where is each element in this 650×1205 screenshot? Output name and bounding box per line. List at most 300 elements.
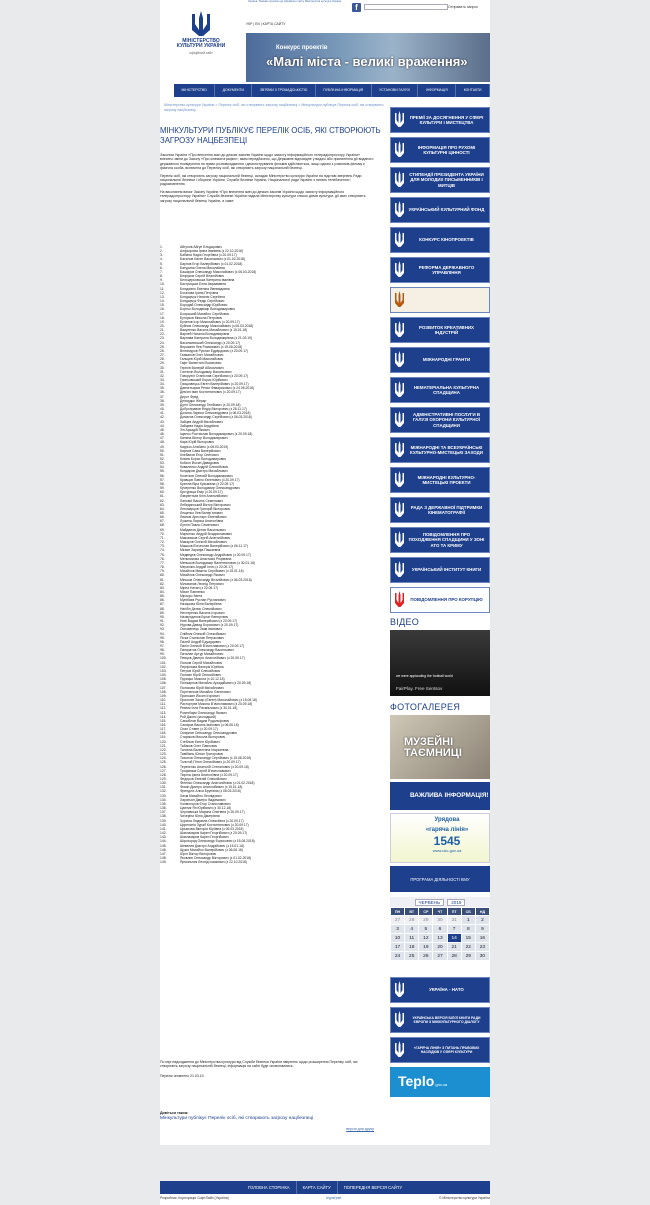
list-item: 78. Мерзлікін Андрій Ілліч (з 20.09.17): [160, 565, 234, 570]
sidebar-button[interactable]: [390, 1037, 490, 1063]
weekday-label: ЧТ: [433, 908, 446, 915]
sidebar-button[interactable]: [390, 407, 490, 433]
gallery-heading: ФОТОГАЛЕРЕЯ: [390, 702, 461, 712]
list-item: 57. Кравцов Павло Євгенович (з 20.09.17): [160, 477, 240, 482]
calendar-day[interactable]: 27: [433, 952, 446, 960]
sidebar: [390, 107, 490, 1097]
list-item: 122. Талізіна Валентина Іларіонівна: [160, 747, 229, 752]
list-item: 38. Депардьє Жерар: [160, 398, 207, 403]
list-item: 72. Макаров Олексій Михайлович: [160, 540, 227, 545]
top-strip: Україна. Ласкаво просимо до офіційного сайту Міністерства культури України: [160, 0, 490, 3]
article-paragraph: На виконання вимог Закону України «Про внесення змін до деяких законів України щодо захисту інформаційного телерадіопростору України» Служба безпеки України надала Міністерству культури список діячів культури, дії яких створюють загрозу національній безпеці України, а саме:: [160, 189, 366, 203]
list-item: 82. Мілованов Леонід Петрович: [160, 581, 224, 586]
hotline-text: «гаряча лінія»: [425, 826, 469, 833]
list-item: 6. Батурина Олена Миколаївна: [160, 265, 225, 270]
list-item: 142. Шахназаров Карен Георгійович (з 20.09.17): [160, 831, 248, 836]
list-item: 25. Вершинін Лев Романович (з 15.08.2018): [160, 344, 243, 349]
list-item: 17. Боярський Михайло Сергійович: [160, 311, 230, 316]
calendar-day[interactable]: 20: [433, 943, 446, 951]
article-body: [160, 153, 374, 206]
see-also-heading: Дивіться також:: [160, 1111, 189, 1115]
calendar-day[interactable]: 13: [433, 934, 446, 942]
article-paragraph: Законом України «Про внесення змін до деяких законів України щодо захисту інформаційного телерадіопростору України» внесено зміни до Закону «Про кінематографію», яким передбачено, що Державне відповідне у видачі або припинення дії виданого державного посвідчення на право розповсюдження і демонстрування фільмів здійснюється, якщо одним з учасників фільму є фізична особа, включена до Переліку осіб, які створюють загрозу національній безпеці.: [160, 153, 374, 171]
see-also: [160, 1111, 374, 1131]
calendar-day[interactable]: 9: [476, 925, 489, 933]
sidebar-button[interactable]: [390, 587, 490, 613]
list-item: 91. Нові Вадим Валерійович (з 20.09.17): [160, 619, 238, 624]
sidebar-button[interactable]: [390, 197, 490, 223]
list-item: 93. Осповенець Заяв Іванович: [160, 627, 222, 632]
calendar-day[interactable]: 10: [391, 934, 404, 942]
sidebar-button[interactable]: [390, 227, 490, 253]
list-item: 146. Щукін Михайло Валерійович (з 06.06.18): [160, 847, 243, 852]
calendar-day[interactable]: 31: [448, 916, 461, 924]
weekday-label: ПН: [391, 908, 404, 915]
list-item: 14. Бондарчук Федір Сергійович: [160, 299, 225, 304]
list-item: 67. Лужина Лариса Анатоліївна: [160, 519, 224, 524]
sidebar-button[interactable]: [390, 467, 490, 493]
trident-icon: [391, 441, 407, 459]
language-switch[interactable]: УКР | EN | КАРТА САЙТУ: [246, 22, 286, 26]
calendar-day[interactable]: 29: [419, 916, 432, 924]
hotline-banner[interactable]: [390, 813, 490, 863]
calendar-day[interactable]: 28: [405, 916, 418, 924]
sidebar-button-label: МІЖНАРОДНІ ТА ВСЕУКРАЇНСЬКІ КУЛЬТУРНО-МИСТЕЦЬКІ ЗАХОДИ: [410, 444, 483, 455]
list-item: 80. Міхайлов Олександр Якович: [160, 573, 225, 578]
trident-icon: [391, 141, 407, 159]
list-item: 95. Піска Станіслав Петрасович: [160, 635, 225, 640]
trident-icon: [391, 561, 407, 579]
list-item: 1. Айгунов Айгун Ельдарович: [160, 245, 223, 249]
list-item: 123. Тамбіянц Юліан Григорович: [160, 752, 224, 757]
list-item: 117. Сігал Стівен (з 20.09.17): [160, 727, 218, 732]
search-input[interactable]: [364, 4, 448, 10]
list-item: 148. Яковлєв Олександр Вікторович (з 01.02.2018): [160, 855, 252, 860]
list-item: 85. Мірзоро Звета: [160, 594, 203, 599]
list-item: 149. Ярмольник Леонід Ісаакович (з 22.10.2018): [160, 860, 247, 865]
list-item: 87. Назарова Юлія Валеріївна: [160, 602, 222, 607]
logo-title-2: КУЛЬТУРИ УКРАЇНИ: [176, 43, 226, 50]
sidebar-button[interactable]: [390, 377, 490, 403]
list-item: 98. Панкратов Олександр Васильович: [160, 648, 234, 653]
trident-icon: [391, 531, 407, 549]
list-item: 77. Меньшов Володимир Валентинович (з 30.01.18): [160, 560, 255, 565]
sidebar-button[interactable]: [390, 137, 490, 163]
list-item: 135. Холмогоров Єгор Станіславович: [160, 801, 231, 806]
list-item: 60. Кустурица Емір (з 20.09.17): [160, 490, 223, 495]
list-item: 29. Гафт Валентин Йосипович: [160, 361, 222, 366]
page-title: МІНКУЛЬТУРИ ПУБЛІКУЄ ПЕРЕЛІК ОСІБ, ЯКІ СТВОРЮЮТЬ ЗАГРОЗУ НАЦБЕЗПЕЦІ: [160, 126, 381, 145]
list-item: 61. Лаврентьєв Клін Анатолійович: [160, 494, 228, 499]
calendar-day[interactable]: 24: [391, 952, 404, 960]
list-item: 68. Лунгін Павло Семенович: [160, 523, 219, 528]
nav-item[interactable]: КОНТАКТИ: [456, 84, 490, 97]
sidebar-button-label: РОЗВИТОК КРЕАТИВНИХ ІНДУСТРІЙ: [418, 324, 474, 335]
calendar-day[interactable]: 30: [476, 952, 489, 960]
sidebar-button-label: ІНФОРМАЦІЯ ПРО РУХОМІ КУЛЬТУРНІ ЦІННОСТІ: [417, 144, 476, 155]
list-item: 81. Міньков Олександр Віталійович (з 06.03.2018): [160, 577, 252, 582]
list-item: 118. Смирнов Олександр Олександрович: [160, 731, 238, 736]
list-item: 115. Самойлов Вадим Рудольфович: [160, 718, 230, 723]
article-footer: [160, 1060, 374, 1078]
list-item: 65. Лещенко Лев Валер'янович: [160, 511, 223, 515]
list-item: 4. Басилов Євген Васильович (з 01.02.2018): [160, 257, 246, 262]
list-item: 119. Стариков Микола Вікторович: [160, 735, 226, 740]
list-item: 21. Вакуленко Василь Михайлович (з 15.01.18): [160, 328, 248, 333]
calendar-day[interactable]: 4: [405, 925, 418, 933]
weekday-label: ВТ: [405, 908, 418, 915]
calendar-day[interactable]: 26: [419, 952, 432, 960]
sidebar-button-label: ПРЕМІЇ ЗА ДОСЯГНЕННЯ У СФЕРІ КУЛЬТУРИ І МИСТЕЦТВА: [409, 114, 484, 125]
video-heading: ВІДЕО: [390, 617, 420, 627]
calendar-day[interactable]: 18: [405, 943, 418, 951]
banner-line-1: Конкурс проектів: [276, 45, 328, 51]
footer-nav-item[interactable]: ПОПЕРЕДНЯ ВЕРСІЯ САЙТУ: [343, 1185, 403, 1190]
persons-list: [160, 245, 374, 864]
calendar-day[interactable]: 22: [462, 943, 475, 951]
sidebar-button[interactable]: [390, 167, 490, 193]
list-item: 3. Бабкіна Надія Георгіївна (з 20.09.17): [160, 253, 237, 258]
list-item: 48. Кара Юрій Вікторович: [160, 440, 215, 445]
list-item: 86. Мунібаєв Руслан Русланович: [160, 598, 226, 603]
list-item: 46. Іщенко Ростислав Володимирович (з 20.09.18): [160, 432, 253, 437]
list-item: 52. Клюєв Борис Володимирович: [160, 456, 227, 461]
list-item: 23. Варнава Катерина Володимирівна (з 21.03.19): [160, 336, 253, 341]
nav-item[interactable]: ДОКУМЕНТИ: [215, 84, 252, 97]
list-item: 64. Летсмарцов Григорій Вікторович: [160, 506, 231, 511]
month-select[interactable]: ЧЕРВЕНЬ: [415, 899, 445, 906]
list-item: 18. Бугорков Микола Петрович: [160, 315, 223, 320]
logo-title-1: МІНІСТЕРСТВО: [182, 38, 220, 44]
list-item: 112. Резник Ілля Рахмієлович (з 30.01.18): [160, 706, 238, 711]
list-item: 110. Прилєпін Захар (Євген) Миколайович (з 15.08.18): [160, 698, 257, 703]
nav-item[interactable]: УСТАНОВИ ГАЛУЗІ: [372, 84, 419, 97]
list-item: 8. Безруков Сергій Віталійович: [160, 274, 225, 279]
sidebar-button[interactable]: [390, 437, 490, 463]
list-item: 54. Коваленко Андрій Олексійович: [160, 465, 229, 470]
trident-icon: [391, 1041, 407, 1059]
list-item: 99. Паталан Артур Михайлович: [160, 652, 224, 657]
trident-icon: [391, 321, 407, 339]
trident-icon: [391, 1011, 407, 1029]
calendar-day[interactable]: 8: [462, 925, 475, 933]
list-item: 66. Лванов Арестарх Євгенійович: [160, 515, 227, 520]
list-item: 30. Гергієв Валерій Абисалович: [160, 365, 224, 370]
list-item: 114. Рой Джонс (молодший): [160, 714, 217, 719]
sidebar-button-label: МІЖНАРОДНІ КУЛЬТУРНО-МИСТЕЦЬКІ ПРОЕКТИ: [417, 474, 476, 485]
list-item: 92. Нурова Давид Борисович (з 20.09.17): [160, 623, 239, 628]
trident-icon: [391, 261, 407, 279]
list-item: 56. Кочетков Олексій Володимирович: [160, 473, 233, 478]
weekday-label: СБ: [462, 908, 475, 915]
header-banner[interactable]: [246, 33, 490, 82]
list-item: 137. Чернявська Марина Олегівна (з 20.09.17): [160, 810, 245, 815]
important-info-button[interactable]: ВАЖЛИВА ІНФОРМАЦІЯ!: [390, 782, 490, 810]
list-item: 20. Буйнов Олександр Миколайович (з 06.03.2018): [160, 323, 254, 328]
sidebar-button[interactable]: [390, 527, 490, 553]
list-item: 50. Карпов Сава Валерійович: [160, 448, 221, 453]
list-item: 138. Чичеріна Юлія Дмитрівна: [160, 814, 220, 819]
calendar-day[interactable]: 19: [419, 943, 432, 951]
list-item: 37. Дерст Фред: [160, 394, 199, 399]
developer-link[interactable]: Розробник: Корпорація СофтЛайн (Україна): [160, 1196, 229, 1200]
list-item: 26. Вінтимуров Руслан Едуардович (з 20.09.17): [160, 348, 249, 353]
see-also-link[interactable]: Мінкультури публікує Перелік осіб, які створюють загрозу нацбезпеці: [160, 1116, 314, 1121]
facebook-icon[interactable]: f: [352, 3, 361, 12]
print-version-link[interactable]: версія для друку: [346, 1127, 374, 1131]
list-item: 63. Лебединський Віктор Вікторович: [160, 502, 231, 507]
list-item: 111. Расторгуєв Микола В'ячеславович (з 20.09.18): [160, 702, 253, 707]
list-item: 49. Каррізо Альбано (з 06.03.2019): [160, 444, 229, 449]
trident-icon: [391, 411, 407, 429]
list-item: 75. Медведєв Олександр Андрійович (з 20.09.17): [160, 552, 251, 557]
list-item: 58. Кузніна Віра Кузьмівна (з 20.09.17): [160, 481, 235, 486]
list-item: 97. Панін Олексій В'ячеславович (з 20.09.17): [160, 644, 245, 648]
list-item: 147. Юрін Віктор Вікторович: [160, 851, 217, 856]
list-item: 127. Трофимов Сергій В'ячеславович: [160, 768, 231, 773]
calendar-day[interactable]: 1: [462, 916, 475, 924]
list-item: 27. Газманов Олег Михайлович: [160, 353, 224, 358]
breadcrumb[interactable]: Міністерство культури України > Перелік осіб, які створюють загрозу нацбезпеці > Мінкультури публікує Перелік осіб, які створюють загрозу нацбезпеці: [164, 103, 384, 112]
list-item: 76. Мельникова Анастасія Рюрівівна: [160, 556, 232, 561]
list-item: 131. Фомін Дмитро Анатолійович (з 15.01.18): [160, 785, 243, 790]
list-item: 109. Пригожин Йосип Ігорович: [160, 693, 220, 698]
list-item: 15. Бородай Олександр Юрійович: [160, 303, 228, 308]
list-item: 136. Цапник Ян Юрійович (з 30.12.18): [160, 806, 232, 811]
list-item: 141. Циганова Вікторія Юріївна (з 06.03.2018): [160, 826, 244, 831]
trident-icon: [391, 381, 407, 399]
teplo-brand: Teplo: [398, 1073, 435, 1089]
sidebar-button-label: РЕФОРМА ДЕРЖАВНОГО УПРАВЛІННЯ: [418, 264, 475, 275]
calendar-day[interactable]: 23: [476, 943, 489, 951]
hotline-text: 1545: [433, 833, 461, 848]
footer-nav: [160, 1181, 490, 1194]
list-item: 120. Стебліов Євген Юрійович: [160, 739, 220, 744]
list-item: 31. Гостюхін Володимир Васильович: [160, 369, 232, 374]
calendar-header: [390, 897, 490, 907]
sidebar-button-label: ПОВІДОМЛЕННЯ ПРО ПОХОДЖЕННЯ СПАДЩИНИ У ЗОНІ АТО ТА КРИМУ: [408, 532, 485, 548]
calendar-day[interactable]: 5: [419, 925, 432, 933]
list-item: 40. Добронравов Федір Вікторович (з 28.11.17): [160, 407, 247, 412]
footer-nav-item[interactable]: ГОЛОВНА СТОРІНКА: [242, 1181, 297, 1194]
list-item: 103. Петров Юрій Олексійович: [160, 668, 221, 673]
list-item: 143. Шахназаров Карен Георгійович: [160, 835, 229, 840]
calendar-grid: [390, 907, 490, 961]
calendar-day[interactable]: 27: [391, 916, 404, 924]
list-item: 108. Пореченков Михайло Євгенович: [160, 689, 231, 694]
update-note: По мірі надходження до Міністерства культури від Служби безпеки України звернень щодо розширення Переліку осіб, які створюють загрозу національній безпеці, інформація на сайті буде оновлюватись.: [160, 1060, 358, 1069]
list-item: 7. Баширов Олександр Миколайович (з 06.03.2018): [160, 269, 257, 274]
sidebar-button-label: СТИПЕНДІЇ ПРЕЗИДЕНТА УКРАЇНИ ДЛЯ МОЛОДИХ ПИСЬМЕННИКІВ І МИТЦІВ: [409, 172, 484, 188]
list-item: 116. Сахаров Василь Іванович (з 06.06.18): [160, 722, 239, 727]
trident-icon: [391, 591, 407, 609]
list-item: 11. Блюдзієнс Евеліна Явеваідовна: [160, 286, 230, 291]
trident-icon: [391, 501, 407, 519]
list-item: 104. Полякін Юрій Олексійович: [160, 673, 222, 678]
sidebar-button-label: УКРАЇНСЬКА ВЕРСІЯ БІЛОЇ КНИГИ РАДИ ЄВРОПИ З МІЖКУЛЬТУРНОГО ДІАЛОГУ: [412, 1015, 481, 1024]
sidebar-button[interactable]: [390, 497, 490, 523]
trident-icon: [391, 471, 407, 489]
list-item: 106. Полікарпов Михайло Аркадійович (з 20.09.18): [160, 681, 252, 686]
sidebar-button[interactable]: [390, 287, 490, 313]
calendar-day[interactable]: 14: [448, 934, 461, 942]
nav-item[interactable]: ЗВ'ЯЗКИ З ГРОМАДСЬКІСТЮ: [252, 84, 315, 97]
list-item: 55. Кондаров Дмитро Михайлович: [160, 469, 228, 474]
sidebar-button[interactable]: [390, 977, 490, 1003]
sidebar-button[interactable]: [390, 107, 490, 133]
teplo-banner[interactable]: [390, 1067, 490, 1097]
list-item: 39. Дугін Олександр Гелійович (з 20.09.18): [160, 402, 241, 407]
year-select[interactable]: 2019: [447, 899, 465, 906]
list-item: 140. Цирелатія Зураб Костянтинович (з 20.09.17): [160, 822, 249, 827]
update-date: Перелік оновлено 21.03.19: [160, 1073, 204, 1078]
list-item: 53. Кобзон Йосип Давидович: [160, 461, 220, 466]
list-item: 83. Мірна Натан (з 20.09.17): [160, 585, 219, 590]
list-item: 62. Ланової Василь Семенович: [160, 498, 223, 503]
weekday-label: ПТ: [448, 908, 461, 915]
list-item: 44. Зайцева Надія Андріївна: [160, 423, 219, 428]
calendar-day[interactable]: 6: [433, 925, 446, 933]
ministry-logo[interactable]: [174, 10, 228, 74]
list-item: 5. Барнов Егор Валерійович (з 01.02.2018): [160, 261, 243, 266]
list-item: 2. Алфьорова Ірина Іванівна (з 22.10.2018): [160, 249, 244, 254]
footer-spacer: [160, 1145, 490, 1181]
list-item: 113. Розенбаум Олександр Якович: [160, 710, 227, 715]
list-item: 42. Доматов Олександр Сергійович (з 06.03.2018): [160, 415, 252, 420]
trident-icon: [189, 10, 213, 38]
list-item: 73. Машков В'ячеслав Валерійович (з 06.11.17): [160, 544, 248, 549]
list-item: 139. Чурсіна Людмила Олексіївна (з 20.09.17): [160, 818, 244, 823]
list-item: 16. Бортко Володимир Володимирович: [160, 307, 236, 312]
list-item: 132. Френдліх Аліса Брунівна (з 06.03.2018): [160, 789, 241, 794]
teplo-domain: .gov.ua: [434, 1082, 448, 1087]
list-item: 107. Полякова Юрій Михайлович: [160, 685, 224, 690]
calendar-day[interactable]: 12: [419, 934, 432, 942]
list-item: 36. Дем'ян Іван Костянтинович (з 20.09.17): [160, 390, 241, 395]
trident-icon: [391, 981, 407, 999]
list-item: 34. Грицковецьь Евген Валерійович (з 20.09.17): [160, 382, 249, 387]
footer-bottom: [160, 1196, 490, 1200]
sidebar-button[interactable]: [390, 317, 490, 343]
sidebar-button-label: РАДА З ДЕРЖАВНОЇ ПІДТРИМКИ КІНЕМАТОГРАФІЇ: [410, 504, 483, 515]
list-item: 51. Клебанов Егор Олегович: [160, 452, 219, 457]
logo-subtitle: офіційний сайт: [189, 50, 213, 55]
list-item: 24. Васильевський Олександр (з 20.09.17): [160, 340, 241, 345]
list-item: 105. Пурицьо Микола (з 10.12.18): [160, 677, 225, 682]
list-item: 13. Бондарчук Наталія Сергіївна: [160, 294, 225, 299]
list-item: 126. Терехенко Анатолій Степанович (з 20.09.18): [160, 764, 249, 769]
sidebar-button[interactable]: [390, 1007, 490, 1033]
list-item: 12. Богачова Ірина Петрівна: [160, 290, 219, 295]
list-item: 133. Хахм Михайло Леонідович: [160, 793, 222, 798]
list-item: 47. Калина Віктор Володимирович: [160, 436, 228, 441]
sidebar-button-label: УКРАЇНСЬКИЙ КУЛЬТУРНИЙ ФОНД: [408, 207, 485, 213]
sidebar-button[interactable]: [390, 557, 490, 583]
list-item: 124. Тихонов Олександр Сергійович (з 15.08.2018): [160, 756, 252, 761]
sidebar-button[interactable]: [390, 257, 490, 283]
main-nav: [174, 84, 490, 97]
list-item: 33. Гриньовський Борис Юрійович: [160, 378, 228, 382]
list-item: 35. Давлєтьяров Ренат Фаварисович (з 24.05.2018): [160, 386, 255, 391]
sidebar-button-label: МІЖНАРОДНІ ГРАНТИ: [422, 357, 471, 363]
page: [160, 0, 490, 1205]
list-item: 41. Долина Лариса Олександрівна (з 06.03.2018): [160, 411, 251, 416]
list-item: 32. Говорухін Станіслав Сергійович (з 20.09.17): [160, 373, 249, 378]
list-item: 43. Зайцев Андрій Михайлович: [160, 419, 223, 424]
list-item: 59. Кучеренко Володимир Олександрович: [160, 486, 240, 491]
sidebar-button-label: КОНКУРС КІНОПРОЕКТІВ: [419, 237, 474, 243]
government-program-button[interactable]: ПРОГРАМА ДІЯЛЬНОСТІ КМУ: [390, 866, 490, 892]
calendar-day[interactable]: 15: [462, 934, 475, 942]
hotline-text: www.ukc.gov.ua: [432, 847, 462, 853]
video-caption: we were applauding the football world: [396, 674, 453, 678]
calendar-day[interactable]: 17: [391, 943, 404, 951]
list-item: 28. Гальцев Юрій Миколайович: [160, 357, 224, 362]
list-item: 125. Толстой Пітон Олексійович (з 20.09.17): [160, 760, 241, 765]
calendar-day[interactable]: 21: [448, 943, 461, 951]
footer-nav-item[interactable]: КАРТА САЙТУ: [297, 1181, 338, 1194]
list-item: 22. Варлей Наталія Володимирівна: [160, 332, 230, 337]
list-item: 145. Шевелев Дмитро Андрійович (з 15.01.18): [160, 843, 244, 848]
calendar-day[interactable]: 2: [476, 916, 489, 924]
calendar-day[interactable]: 25: [405, 952, 418, 960]
trident-icon: [391, 171, 407, 189]
nav-item[interactable]: ІНФОРМАЦІЯ: [418, 84, 456, 97]
list-item: 134. Харатьян Дмитро Вадимович: [160, 797, 226, 802]
video-player[interactable]: [390, 630, 490, 696]
calendar-day[interactable]: 30: [433, 916, 446, 924]
calendar-day[interactable]: 3: [391, 925, 404, 933]
list-item: 79. Міхайлов Микита Сергійович (з 15.01.18): [160, 569, 244, 574]
counter-link[interactable]: bigmir)net: [326, 1196, 342, 1200]
calendar-day[interactable]: 29: [462, 952, 475, 960]
list-item: 9. Белоцерковська Катерина Іванівна: [160, 278, 235, 283]
trident-icon: [391, 231, 407, 249]
list-item: 84. Міхал Павленко: [160, 589, 205, 594]
photo-gallery[interactable]: [390, 715, 490, 779]
trident-icon: [391, 291, 407, 309]
calendar-day[interactable]: 28: [448, 952, 461, 960]
sidebar-button-label: ПОВІДОМЛЕННЯ ПРО КОРУПЦІЮ: [410, 597, 483, 603]
list-item: 69. Майданов Денис Васильович: [160, 527, 226, 532]
sidebar-button[interactable]: [390, 347, 490, 373]
trident-icon: [391, 111, 407, 129]
sidebar-button-label: «ГАРЯЧА ЛІНІЯ» З ПИТАНЬ ПРАВОВИХ НАСЛІДКІВ У СФЕРІ КУЛЬТУРИ: [413, 1045, 480, 1054]
list-item: 94. Олійник Олексій Олексійович: [160, 631, 226, 636]
list-item: 90. Назмутдинов Булат Венерович: [160, 614, 229, 619]
sidebar-button-label: НЕМАТЕРІАЛЬНА КУЛЬТУРНА СПАДЩИНА: [413, 384, 480, 395]
list-item: 102. Перфілова Валерія Юріївна: [160, 664, 224, 669]
copyright: © Міністерство культури України: [438, 1196, 490, 1200]
list-item: 121. Табаков Олег Павлович: [160, 743, 218, 748]
calendar-day[interactable]: 16: [476, 934, 489, 942]
list-item: 96. Палей Андрій Едуардович: [160, 639, 221, 644]
trident-icon: [391, 351, 407, 369]
calendar-day[interactable]: 7: [448, 925, 461, 933]
calendar-day[interactable]: 11: [405, 934, 418, 942]
sidebar-button-label: АДМІНІСТРАТИВНІ ПОСЛУГИ В ГАЛУЗІ ОХОРОНИ КУЛЬТУРНОЇ СПАДЩИНИ: [412, 412, 481, 428]
gallery-text: МУЗЕЙНІ ТАЄМНИЦІ: [404, 736, 462, 759]
search-button[interactable]: Отправить запрос: [448, 5, 479, 9]
list-item: 71. Маковюков Сергій Анатолійович: [160, 535, 231, 540]
trident-icon: [391, 201, 407, 219]
article-paragraph: Перелік осіб, які створюють загрозу національній безпеці, складає Міністерство культури України на підставі звернень Ради національної безпеки і оборони України, Служби безпеки України, Національної ради України з питань телебачення і радіомовлення.: [160, 173, 362, 187]
nav-item[interactable]: МІНІСТЕРСТВО: [174, 84, 215, 97]
sidebar-button-label: УКРАЇНА - НАТО: [429, 987, 464, 993]
nav-item[interactable]: ПУБЛІЧНА ІНФОРМАЦІЯ: [316, 84, 372, 97]
weekday-label: НД: [476, 908, 489, 915]
hotline-text: Урядова: [434, 817, 460, 823]
